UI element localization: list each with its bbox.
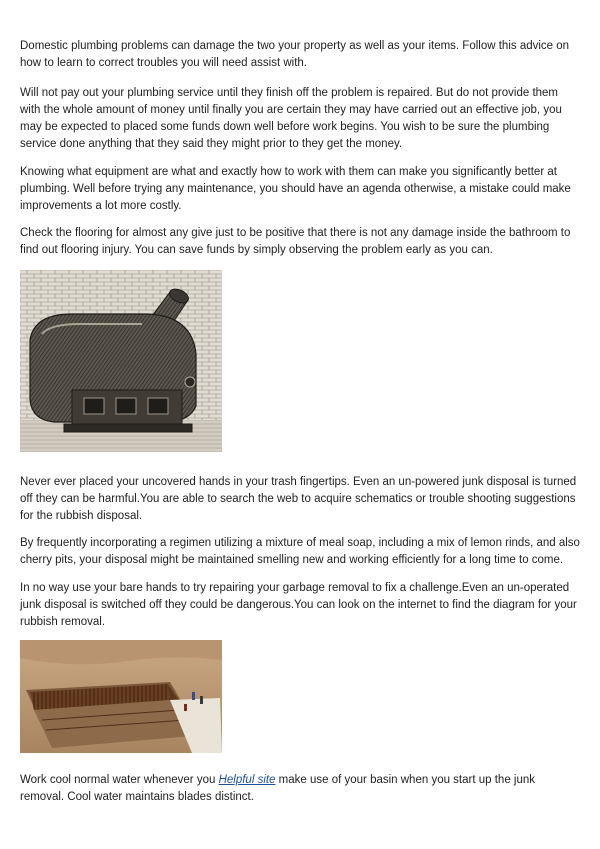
paragraph-bare-hands: In no way use your bare hands to try repairing your garbage removal to fix a challenge.Even an un-operated junk disposal is switched off they could be dangerous.You can look on the internet to find the diagram for your rubbish removal.: [20, 582, 577, 628]
paragraph-hands-trash: Never ever placed your uncovered hands in your trash fingertips. Even an un-powered junk disposal is turned off they can be harmful.You are able to search the web to acquire schematics or trouble shooting suggestions for the rubbish disposal.: [20, 476, 577, 522]
paragraph-equipment: Knowing what equipment are what and exactly how to work with them can make you significantly better at plumbing. Well before trying any maintenance, you should have an agenda otherwise, a mistake could make improvements a lot more costly.: [20, 166, 571, 212]
helpful-site-link[interactable]: Helpful site: [218, 774, 276, 786]
paragraph-payment: Will not pay out your plumbing service until they finish off the problem is repaired. But do not provide them with the whole amount of money until finally you are certain they may have carried out an effective job, you may be expected to placed some funds down well before work begins. You wish to be sure the plumbing service done anything that they said they might prior to they get the money.: [20, 87, 562, 150]
paragraph-text-after-link: make use of your basin when you start up the junk removal. Cool water maintains blades distinct.: [20, 774, 536, 803]
paragraph-text-before-link: Work cool normal water whenever you: [20, 774, 219, 786]
boiler-engraving-image: [20, 270, 222, 452]
paragraph-cool-water: [20, 772, 580, 806]
paragraph-regimen: By frequently incorporating a regimen utilizing a mixture of meal soap, including a mix of lemon rinds, and also cherry pits, your disposal might be maintained smelling new and working efficiently for a long time to come.: [20, 537, 580, 566]
paragraph-intro: Domestic plumbing problems can damage the two your property as well as your items. Follow this advice on how to learn to correct troubles you will need assist with.: [20, 40, 570, 69]
paragraph-flooring: Check the flooring for almost any give just to be positive that there is not any damage inside the bathroom to find out flooring injury. You can save funds by simply observing the problem early as you can.: [20, 227, 571, 256]
construction-site-image: [20, 640, 222, 753]
